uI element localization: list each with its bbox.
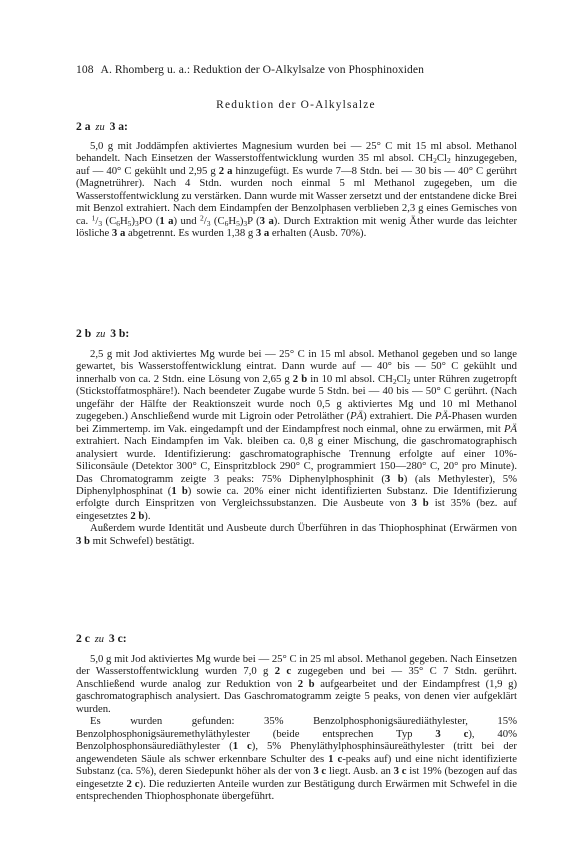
- compound-from: 2 a: [76, 120, 91, 133]
- compound-from: 2 c: [76, 632, 90, 645]
- compound-label: 1 c: [232, 740, 252, 753]
- paragraph: 2,5 g mit Jod aktiviertes Mg wurde bei — 25° C in 15 ml absol. Methanol gegeben und so lange gewartet, bis Wasserstoffentwicklung eintrat. Dann wurde auf — 40° bis — 50° C gekühlt und innerhalb von ca. 2 Stdn. eine Lösung von 2,65 g 2 b in 10 ml absol. $CH_2Cl_2$ unter Rühren zugetropft (Stickstoffatmosphäre!). Nach beendeter Zugabe wurde 5 Stdn. bei — 40 bis — 50° C gerührt. (Nach ungefähr der Hälfte der Reaktionszeit wurde noch 0,5 g aktiviertes Mg und 10 ml Methanol zugegeben.) Anschließend wurde mit Ligroin oder Petroläther (PÄ) extrahiert. Die PÄ-Phasen wurden bei Zimmertemp. im Vak. eingedampft und der Eindampfrest noch einmal, ohne zu erwärmen, mit PÄ extrahiert. Nach Eindampfen im Vak. bleiben ca. 0,8 g einer Mischung, die gaschromatographisch analysiert wurde. Identifizierung: gaschromatographische Trennung erfolgte auf einer 10%-Siliconsäule (Detektor 300° C, Einspritzblock 290° C, programmiert 150—280° C, 20° pro Minute). Das Chromatogramm zeigte 3 peaks: 75% Diphenylphosphinit (3 b) (als Methylester), 5% Diphenylphosphinat (1 b) sowie ca. 20% einer nicht identifizierten Substanz. Die Identifizierung erfolgte durch Einspritzen von Vergleichssubstanzen. Die Ausbeute von 3 b ist 35% (bez. auf eingesetztes 2 b).: [76, 348, 518, 522]
- compound-label: 3 c: [435, 727, 469, 740]
- compound-label: 3 a: [111, 227, 126, 240]
- paragraph: Es wurden gefunden: 35% Benzolphosphonigsäurediäthylester, 15% Benzolphosphonigsäuremethyläthylester (beide entsprechen Typ 3 c), 40% Benzolphosphonsäurediäthylester (1 c), 5% Phenyläthylphosphinsäureäthylester (tritt bei der angewendeten Säule als schwer erkennbare Schulter des 1 c-peaks auf) und eine nicht identifizierte Substanz (ca. 5%), deren Siedepunkt höher als der von 3 c liegt. Ausb. an 3 c ist 19% (bezogen auf das eingesetzte 2 c). Die reduzierten Anteile wurden zur Bestätigung durch Erwärmen mit Schwefel in die entsprechenden Thiophosphonate übergeführt.: [76, 715, 518, 802]
- compound-label: 1 b: [171, 484, 188, 497]
- running-title: A. Rhomberg u. a.: Reduktion der O-Alkylsalze von Phosphinoxiden: [100, 63, 424, 76]
- subsection-2c-3c: [76, 632, 517, 802]
- script-text: 2: [392, 376, 397, 386]
- compound-label: 3 c: [393, 765, 407, 778]
- compound-label: 3 b: [384, 472, 404, 485]
- script-text: 3: [206, 218, 211, 228]
- paragraph: 5,0 g mit Joddämpfen aktiviertes Magnesium wurden bei — 25° C mit 15 ml absol. Methanol behandelt. Nach Einsetzen der Wasserstoffentwicklung wurden 35 ml absol. $CH_2Cl_2$ hinzugegeben, auf — 40° C gekühlt und 2,95 g 2 a hinzugefügt. Es wurde 7—8 Stdn. bei — 30 bis — 40° C gerührt (Magnetrührer). Nach 4 Stdn. wurden noch einmal 5 ml Methanol zugegeben, um die Wasserstoffentwicklung zu verstärken. Dann wurde mit Wasser zersetzt und der entstandene dicke Brei mit Benzol extrahiert. Nach dem Eindampfen der Benzolphasen verblieben 2,3 g eines Gemisches von ca. $^1/_3$ $(C_6H_5)_3PO$ (1 a) und $^2/_3$ $(C_6H_5)_3P$ (3 a). Durch Extraktion mit wenig Äther wurde das leichter lösliche 3 a abgetrennt. Es wurden 1,38 g 3 a erhalten (Ausb. 70%).: [76, 140, 518, 240]
- script-text: 1: [91, 213, 96, 223]
- zu-word: zu: [96, 329, 106, 340]
- script-text: 3: [243, 218, 248, 228]
- subsection-2a-3a: [76, 120, 517, 240]
- compound-label: 3 a: [255, 227, 270, 240]
- paragraph: Außerdem wurde Identität und Ausbeute durch Überführen in das Thiophosphinat (Erwärmen von 3 b mit Schwefel) bestätigt.: [76, 522, 517, 547]
- compound-label: 1 c: [328, 752, 343, 765]
- compound-label: 2 c: [274, 665, 292, 678]
- script-text: 2: [406, 376, 411, 386]
- compound-label: 2 b: [297, 677, 315, 690]
- script-text: 2: [199, 213, 204, 223]
- compound-label: 3 a: [259, 214, 274, 227]
- script-text: 5: [236, 218, 240, 228]
- script-text: 3: [98, 218, 103, 228]
- compound-to: 3 c:: [108, 632, 127, 645]
- compound-label: 2 a: [218, 164, 233, 177]
- script-text: 6: [224, 218, 229, 228]
- subsection-2b-3b: [76, 327, 517, 547]
- zu-word: zu: [95, 122, 105, 133]
- subsection-heading: [76, 120, 517, 133]
- page-number: 108: [76, 63, 94, 76]
- running-header: [76, 63, 516, 76]
- script-text: 6: [116, 218, 120, 228]
- compound-label: 1 a: [159, 214, 174, 227]
- section-title: Reduktion der O-Alkylsalze: [216, 99, 376, 111]
- paragraph: 5,0 g mit Jod aktiviertes Mg wurde bei — 25° C in 25 ml absol. Methanol gegeben. Nach Einsetzen der Wasserstoffentwicklung wurden 7,0 g 2 c zugegeben und bei — 35° C 7 Stdn. gerührt. Anschließend wurde analog zur Reduktion von 2 b aufgearbeitet und der Eindampfrest (1,9 g) gaschromatographisch analysiert. Das Gaschromatogramm zeigte 5 peaks, von denen vier aufgeklärt wurden.: [76, 653, 518, 715]
- abbreviation: PÄ: [350, 410, 364, 423]
- script-text: 2: [446, 156, 451, 166]
- subsection-heading: [76, 327, 517, 340]
- compound-to: 3 a:: [109, 120, 128, 133]
- script-text: 2: [433, 156, 437, 166]
- zu-word: zu: [94, 634, 104, 645]
- compound-from: 2 b: [76, 327, 92, 340]
- compound-label: 3 b: [411, 497, 429, 510]
- compound-label: 2 c: [126, 777, 140, 790]
- compound-label: 3 b: [76, 534, 90, 547]
- abbreviation: PÄ: [434, 410, 449, 423]
- script-text: 3: [134, 218, 139, 228]
- compound-label: 3 c: [313, 765, 327, 778]
- compound-label: 2 b: [292, 372, 308, 385]
- compound-label: 2 b: [130, 509, 145, 522]
- compound-to: 3 b:: [110, 327, 130, 340]
- abbreviation: PÄ: [503, 422, 517, 435]
- script-text: 5: [127, 218, 132, 228]
- subsection-heading: [76, 632, 517, 645]
